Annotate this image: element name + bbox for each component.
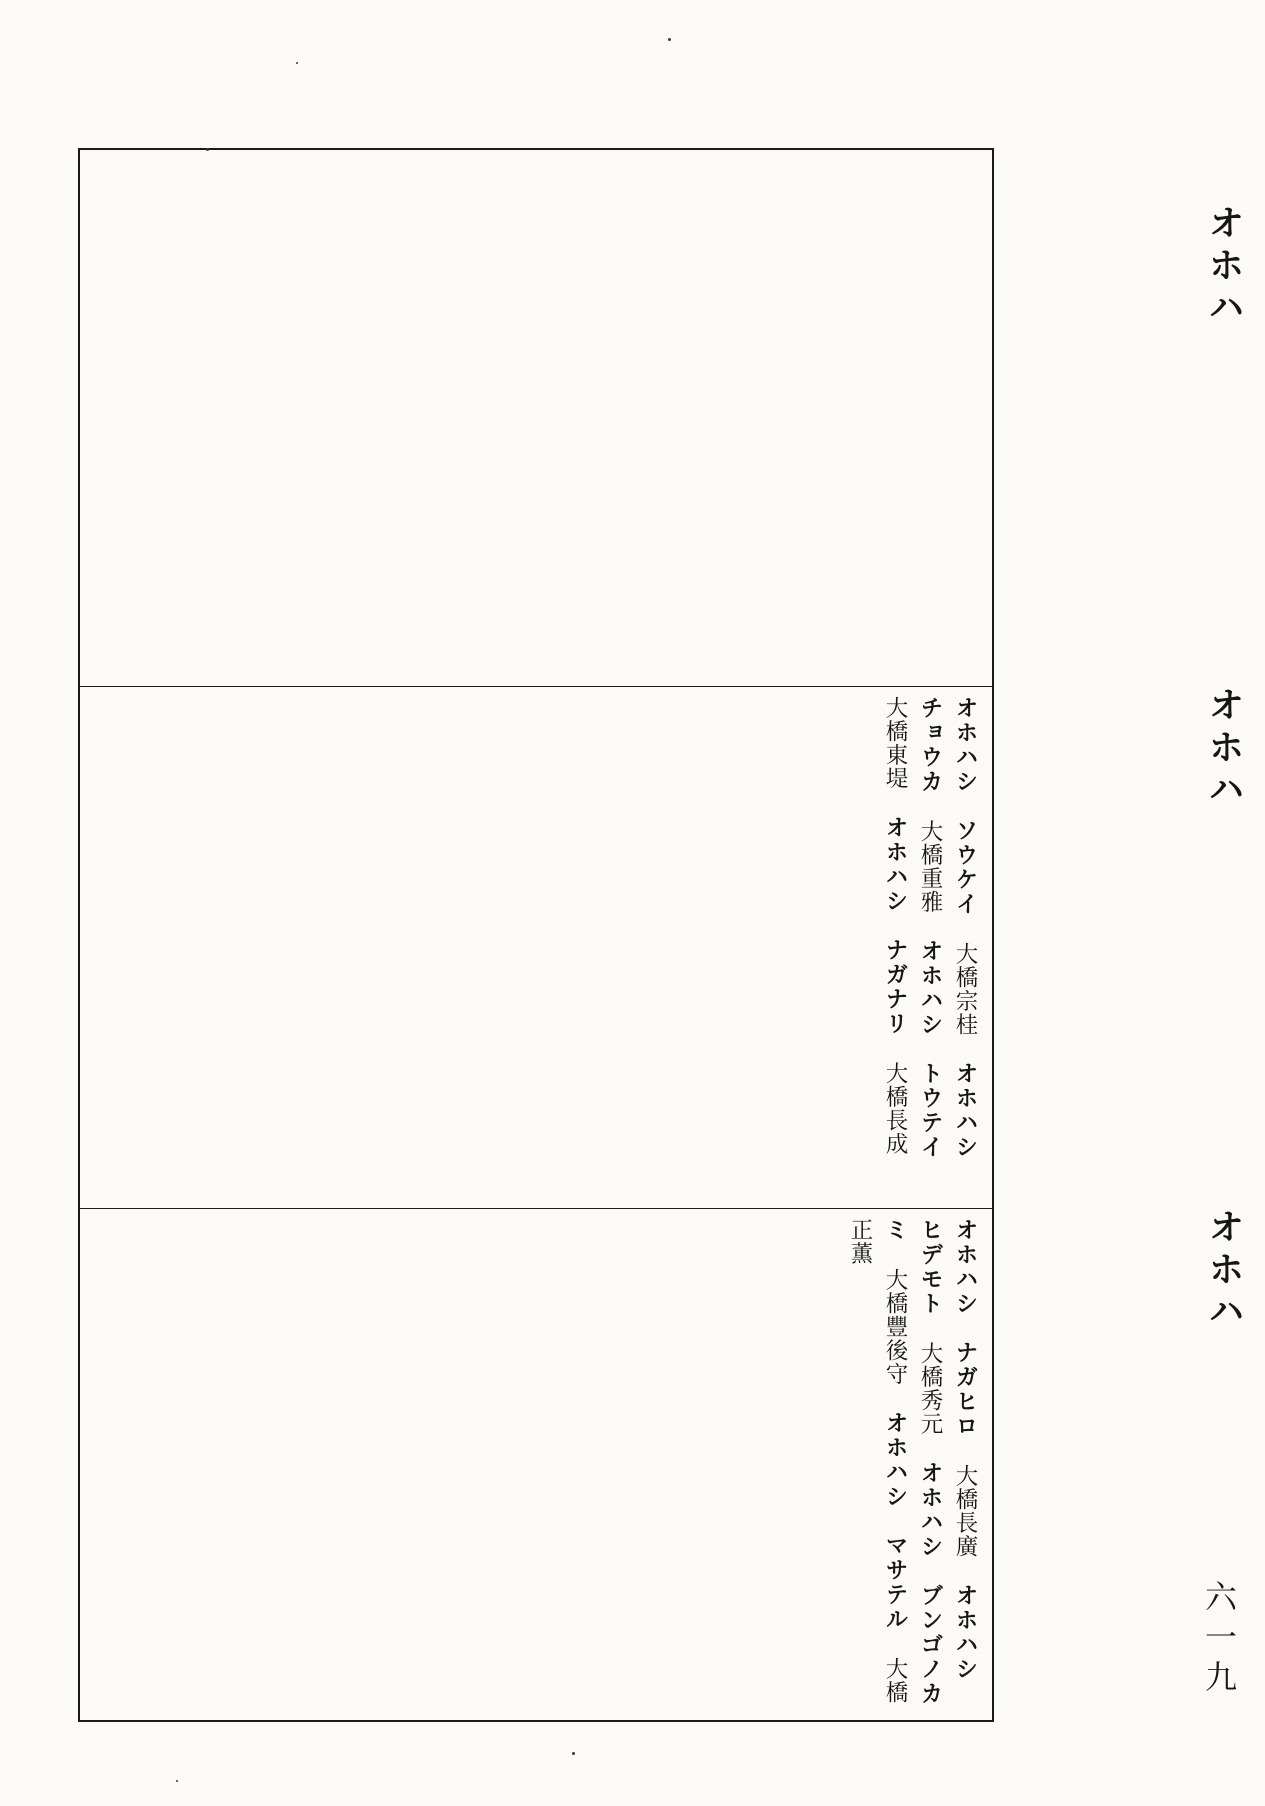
entry-name: 大橋東堤	[882, 696, 908, 790]
entry-nagahiro	[952, 1218, 978, 1584]
page-number: 六一九	[1200, 1580, 1238, 1700]
upper-text-block	[94, 160, 982, 676]
running-head-top: オホハ	[1203, 204, 1244, 330]
entry-heading: オホハシ ナガナリ	[882, 815, 908, 1036]
lower-text-block	[94, 1218, 982, 1712]
entry-soukei	[952, 696, 978, 1062]
scan-speck	[296, 62, 298, 64]
entry-heading: オホハシ ヒデモト	[917, 1218, 978, 1706]
entry-name: 大橋宗桂	[952, 942, 978, 1036]
section-rule-lower	[80, 1208, 992, 1209]
section-rule-upper	[80, 686, 992, 687]
scan-speck	[176, 1780, 178, 1782]
entry-nagatari	[882, 816, 908, 1156]
entry-heading: オホハシ ナガヒロ	[952, 1218, 978, 1439]
running-head-bottom: オホハ	[1203, 1208, 1244, 1334]
entry-heading: オホハシ チョウカ	[917, 696, 978, 1184]
entry-name: 大橋重雅	[917, 819, 943, 914]
entry-name: 大橋豐後守	[882, 1268, 908, 1386]
entry-name: 大橋秀元	[917, 1341, 943, 1436]
entry-name: 大橋長成	[882, 1061, 908, 1156]
entry-heading: オホハシ マサテル	[882, 1411, 908, 1632]
entry-name: 大橋正薫	[847, 1218, 908, 1704]
entry-heading: オホハシ ソウケイ	[952, 696, 978, 917]
entry-heading: オホハシ トウテイ	[917, 939, 943, 1160]
scan-speck	[206, 148, 209, 151]
middle-text-block	[94, 696, 982, 1196]
entry-name: 大橋長廣	[952, 1464, 978, 1558]
scan-speck	[572, 1752, 575, 1755]
scan-speck	[668, 38, 671, 41]
entry-heading: オホハシ ブンゴノカミ	[882, 1218, 943, 1706]
running-head-middle: オホハ	[1203, 686, 1244, 812]
